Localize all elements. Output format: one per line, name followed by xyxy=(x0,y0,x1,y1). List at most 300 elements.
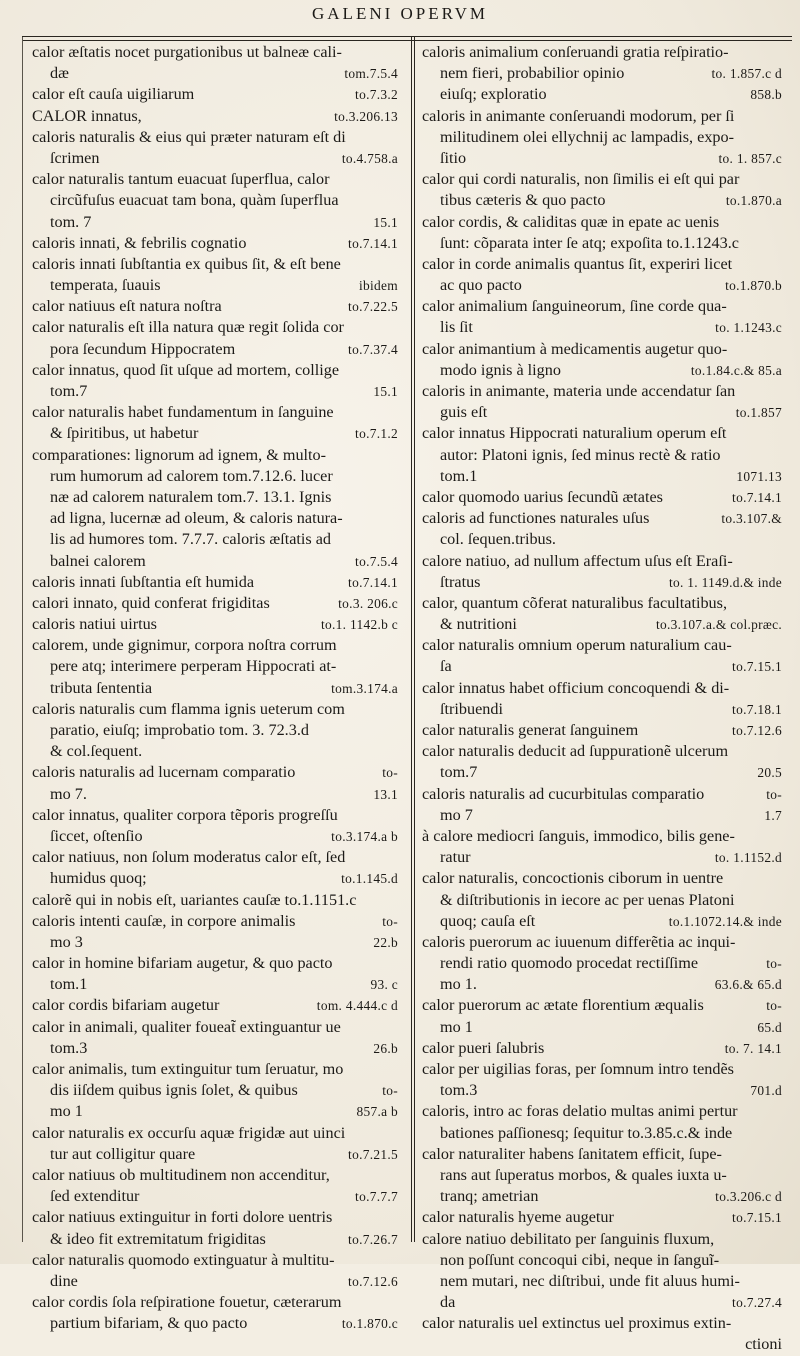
index-entry-text: calor natiuus eſt natura noſtra xyxy=(32,297,222,316)
index-line xyxy=(32,84,398,105)
index-entry-text: paratio, eiuſq; improbatio tom. 3. 72.3.d xyxy=(50,721,309,739)
left-margin-rule xyxy=(22,37,23,1242)
index-line xyxy=(32,572,398,593)
index-entry-text: caloris naturalis cum flamma ignis ueterum com xyxy=(32,699,345,718)
index-line xyxy=(32,169,398,190)
index-line xyxy=(422,1207,782,1228)
index-entry-text: & diſtributionis in iecore ac per uenas Platoni xyxy=(440,890,735,909)
index-entry-text: calor natiuus extinguitur in forti dolore uentris xyxy=(32,1208,333,1227)
index-entry-reference: to.7.14.1 xyxy=(348,574,398,590)
index-entry-reference: to.4.758.a xyxy=(341,150,398,166)
index-entry-text: mo 7 xyxy=(440,805,473,824)
index-entry-reference: to.7.12.6 xyxy=(348,1273,398,1289)
index-line xyxy=(422,1080,782,1101)
index-line xyxy=(32,1038,398,1059)
index-line xyxy=(422,212,782,233)
index-entry-text: calore natiuo debilitato per ſanguinis fluxum, xyxy=(422,1229,715,1248)
index-entry-text: tom.3 xyxy=(50,1038,88,1057)
index-line xyxy=(422,508,782,529)
index-line xyxy=(422,466,782,487)
index-line xyxy=(422,1292,782,1313)
index-line xyxy=(32,190,398,211)
index-entry-text: mo 1 xyxy=(440,1017,473,1036)
index-line xyxy=(422,805,782,826)
index-line xyxy=(422,1059,782,1080)
index-entry-text: ac quo pacto xyxy=(440,276,522,295)
index-entry-text: caloris naturalis ad lucernam comparatio xyxy=(32,763,296,782)
index-entry-text: humidus quoq; xyxy=(50,869,147,888)
index-line xyxy=(422,445,782,466)
index-entry-text: calor animalium ſanguineorum, ſine corde qua- xyxy=(422,297,727,316)
index-entry-reference: ibidem xyxy=(359,278,398,294)
index-entry-reference: 701.d xyxy=(750,1083,782,1099)
index-entry-text: calor animantium à medicamentis augetur quo- xyxy=(422,339,728,358)
right-column xyxy=(422,42,782,1356)
index-entry-text: tom.7 xyxy=(440,763,478,782)
index-entry-text: lis ſit xyxy=(440,318,473,337)
index-entry-text: caloris in animante, materia unde accendatur ſan xyxy=(422,382,736,400)
index-entry-reference: to.1.870.a xyxy=(725,193,782,209)
index-line xyxy=(32,593,398,614)
index-entry-text: calor innatus, quod ſit uſque ad mortem, collige xyxy=(32,360,340,379)
index-entry-text: eiuſq; exploratio xyxy=(440,85,547,104)
index-entry-text: ad ligna, lucernæ ad oleum, & caloris natura- xyxy=(50,509,343,528)
index-line xyxy=(32,1144,398,1165)
index-line xyxy=(32,1101,398,1122)
index-entry-reference: to.1.145.d xyxy=(341,871,398,887)
index-entry-text: calor in homine bifariam augetur, & quo pacto xyxy=(32,954,333,973)
index-entry-text: calor innatus, qualiter corpora tẽporis progreſſu xyxy=(32,805,338,824)
index-line xyxy=(32,317,398,338)
index-line xyxy=(32,233,398,254)
index-line xyxy=(422,1144,782,1165)
index-entry-reference: to. 1.1243.c xyxy=(715,320,782,336)
index-line xyxy=(32,656,398,677)
index-entry-text: calor naturalis generat ſanguinem xyxy=(422,721,639,739)
index-line xyxy=(422,402,782,423)
index-line xyxy=(422,932,782,953)
index-entry-text: & ideo fit extremitatum frigiditas xyxy=(50,1229,266,1248)
index-line xyxy=(32,1313,398,1334)
index-line xyxy=(32,254,398,275)
index-entry-text: tibus cæteris & quo pacto xyxy=(440,191,606,210)
index-entry-text: calor cordis bifariam augetur xyxy=(32,996,220,1015)
index-entry-text: & col.ſequent. xyxy=(50,742,143,761)
index-entry-reference: 15.1 xyxy=(373,214,398,230)
index-line xyxy=(32,508,398,529)
index-entry-text: calor eſt cauſa uigiliarum xyxy=(32,85,195,104)
index-entry-reference: to.1.870.c xyxy=(341,1316,398,1332)
index-line xyxy=(422,1123,782,1144)
index-line xyxy=(32,275,398,296)
index-entry-reference: 858.b xyxy=(750,87,782,103)
index-entry-text: autor: Platoni ignis, ſed minus rectè & ratio xyxy=(440,445,721,464)
index-entry-text: comparationes: lignorum ad ignem, & multo- xyxy=(32,445,327,464)
index-line xyxy=(32,995,398,1016)
index-entry-reference: to.7.26.7 xyxy=(348,1231,398,1247)
index-line xyxy=(422,1186,782,1207)
index-line xyxy=(422,254,782,275)
index-entry-reference: to.7.14.1 xyxy=(348,235,398,251)
index-entry-reference: to.7.21.5 xyxy=(348,1146,398,1162)
index-entry-text: caloris natiui uirtus xyxy=(32,615,157,634)
index-entry-text: pere atq; interimere perperam Hippocrati at- xyxy=(50,657,337,676)
index-entry-text: militudinem olei ellychnij ac lampadis, expo- xyxy=(440,127,734,146)
index-line xyxy=(32,741,398,762)
index-line xyxy=(32,63,398,84)
index-entry-text: nem fieri, probabilior opinio xyxy=(440,64,625,83)
index-line xyxy=(32,1017,398,1038)
index-line xyxy=(32,487,398,508)
index-entry-reference: to- xyxy=(766,998,782,1014)
index-line xyxy=(32,423,398,444)
index-line xyxy=(422,1165,782,1186)
column-divider xyxy=(411,37,412,1242)
index-entry-text: tom.1 xyxy=(440,466,478,485)
index-entry-reference: 857.a b xyxy=(356,1104,398,1120)
index-line xyxy=(422,890,782,911)
index-line xyxy=(422,826,782,847)
index-entry-reference: to.7.27.4 xyxy=(732,1295,782,1311)
index-entry-reference: 15.1 xyxy=(373,384,398,399)
index-line xyxy=(422,678,782,699)
index-entry-reference: 1071.13 xyxy=(736,468,782,484)
index-entry-text: CALOR innatus, xyxy=(32,106,142,125)
index-entry-reference: to.1. 1142.b c xyxy=(321,617,398,633)
index-line xyxy=(422,593,782,614)
index-entry-text: tranq; ametrian xyxy=(440,1187,539,1206)
index-line xyxy=(422,995,782,1016)
index-line xyxy=(422,529,782,550)
index-line xyxy=(32,212,398,233)
top-rule xyxy=(22,36,792,37)
index-line xyxy=(32,1186,398,1207)
index-entry-text: dine xyxy=(50,1271,78,1290)
index-line xyxy=(32,296,398,317)
index-entry-text: calor natiuus, non ſolum moderatus calor eſt, ſed xyxy=(32,848,346,867)
index-line xyxy=(422,1229,782,1250)
index-line xyxy=(422,127,782,148)
index-entry-text: calor naturalis eſt illa natura quæ regit ſolida cor xyxy=(32,318,344,337)
index-line xyxy=(32,1165,398,1186)
index-line xyxy=(32,826,398,847)
index-line xyxy=(422,381,782,402)
index-entry-reference: 13.1 xyxy=(373,786,398,802)
index-entry-text: calor naturalis tantum euacuat ſuperflua, calor xyxy=(32,170,330,189)
index-line xyxy=(422,190,782,211)
index-entry-text: tom. 7 xyxy=(50,212,92,231)
index-entry-reference: to.3.174.a b xyxy=(331,828,398,844)
index-line xyxy=(32,339,398,360)
index-line xyxy=(32,381,398,402)
index-entry-reference: to.3.206.c d xyxy=(715,1189,782,1205)
index-line xyxy=(422,296,782,317)
index-entry-reference: to.3.206.13 xyxy=(334,108,398,124)
index-line xyxy=(422,1271,782,1292)
index-entry-text: ſtribuendi xyxy=(440,699,503,718)
index-entry-text: calor naturalis deducit ad ſuppurationẽ ulcerum xyxy=(422,742,729,761)
index-line xyxy=(32,551,398,572)
index-entry-text: tributa ſententia xyxy=(50,678,153,697)
index-entry-text: caloris innati ſubſtantia ex quibus ſit, & eſt bene xyxy=(32,254,341,273)
index-line xyxy=(32,868,398,889)
index-line xyxy=(32,1123,398,1144)
index-entry-text: tom.7 xyxy=(50,382,88,400)
index-entry-reference: tom.7.5.4 xyxy=(344,66,398,82)
index-entry-reference: tom. 4.444.c d xyxy=(316,998,398,1014)
index-entry-text: calor naturalis hyeme augetur xyxy=(422,1208,614,1227)
index-line xyxy=(422,656,782,677)
index-entry-text: calor cordis, & caliditas quæ in epate ac uenis xyxy=(422,212,720,231)
index-entry-text: calorẽ qui in nobis eſt, uariantes cauſæ to.1.1151.c xyxy=(32,890,357,909)
index-entry-text: calore natiuo, ad nullum affectum uſus eſt Eraſi- xyxy=(422,551,733,570)
index-entry-text: calor naturaliter habens ſanitatem efficit, ſupe- xyxy=(422,1144,722,1163)
index-entry-text: caloris puerorum ac iuuenum differẽtia ac inqui- xyxy=(422,932,736,951)
index-line xyxy=(32,614,398,635)
index-line xyxy=(422,1334,782,1355)
index-line xyxy=(32,953,398,974)
index-entry-reference: to.7.15.1 xyxy=(732,659,782,675)
index-line xyxy=(32,1080,398,1101)
index-entry-text: tom.1 xyxy=(50,975,88,994)
index-line xyxy=(422,360,782,381)
index-entry-text: calor naturalis quomodo extinguatur à multitu- xyxy=(32,1250,335,1269)
index-entry-reference: to.7.22.5 xyxy=(348,299,398,315)
index-line xyxy=(422,169,782,190)
index-entry-text: calor, quantum cõferat naturalibus facultatibus, xyxy=(422,593,728,612)
index-entry-reference: 1.7 xyxy=(764,807,782,823)
index-line xyxy=(32,466,398,487)
index-entry-text: ſa xyxy=(440,657,452,676)
index-line xyxy=(422,317,782,338)
index-entry-text: ſitio xyxy=(440,148,467,167)
index-line xyxy=(422,148,782,169)
index-entry-reference: to.7.7.7 xyxy=(355,1189,398,1205)
index-entry-text: caloris intenti cauſæ, in corpore animalis xyxy=(32,911,296,930)
index-entry-reference: to.7.5.4 xyxy=(355,553,398,569)
index-line xyxy=(422,784,782,805)
index-entry-text: mo 3 xyxy=(50,932,83,951)
index-line xyxy=(422,974,782,995)
top-rule-thin xyxy=(22,40,792,41)
index-entry-text: bationes paſſionesq; ſequitur to.3.85.c.& inde xyxy=(440,1123,733,1142)
index-entry-text: & ſpiritibus, ut habetur xyxy=(50,424,199,443)
column-divider-thin xyxy=(414,37,415,1242)
index-entry-reference: to.7.18.1 xyxy=(732,701,782,717)
index-entry-reference: to.1.1072.14.& inde xyxy=(668,913,782,929)
index-line xyxy=(422,762,782,783)
index-line xyxy=(422,614,782,635)
index-line xyxy=(422,953,782,974)
index-entry-text: nem mutari, nec diſtribui, unde fit aluus humi- xyxy=(440,1271,740,1290)
index-entry-text: mo 7. xyxy=(50,784,87,803)
index-line xyxy=(422,339,782,360)
index-line xyxy=(422,106,782,127)
index-entry-text: caloris innati ſubſtantia eſt humida xyxy=(32,572,255,591)
index-line xyxy=(32,847,398,868)
index-entry-text: tom.3 xyxy=(440,1081,478,1100)
index-entry-text: col. ſequen.tribus. xyxy=(440,530,556,549)
index-entry-reference: 93. c xyxy=(370,977,398,993)
index-entry-text: calor naturalis uel extinctus uel proximus extin- xyxy=(422,1314,732,1333)
index-line xyxy=(32,360,398,381)
index-entry-text: calor qui cordi naturalis, non ſimilis ei eſt qui par xyxy=(422,170,740,189)
index-line xyxy=(422,1017,782,1038)
index-entry-reference: to- xyxy=(382,765,398,781)
index-entry-reference: to.1.857 xyxy=(735,405,782,421)
index-line xyxy=(422,42,782,63)
index-line xyxy=(32,911,398,932)
index-entry-text: calor innatus Hippocrati naturalium operum eſt xyxy=(422,424,727,443)
index-entry-text: caloris innati, & febrilis cognatio xyxy=(32,233,247,252)
index-entry-text: rans aut ſuperatus morbos, & quales iuxta u- xyxy=(440,1165,727,1184)
index-line xyxy=(422,572,782,593)
index-entry-text: mo 1 xyxy=(50,1102,83,1121)
index-entry-reference: to.3.107.& xyxy=(721,511,782,527)
index-entry-text: modo ignis à ligno xyxy=(440,360,561,379)
index-line xyxy=(422,551,782,572)
index-line xyxy=(422,699,782,720)
index-entry-text: caloris naturalis & eius qui præter naturam eſt di xyxy=(32,127,346,146)
index-line xyxy=(32,1059,398,1080)
index-entry-text: dis iiſdem quibus ignis ſolet, & quibus xyxy=(50,1081,298,1100)
index-entry-reference: to.7.1.2 xyxy=(355,426,398,442)
index-entry-text: ſunt: cõparata inter ſe atq; expoſita to.1.1243.c xyxy=(440,233,739,252)
index-entry-text: caloris, intro ac foras delatio multas animi pertur xyxy=(422,1102,738,1121)
index-entry-reference: to- xyxy=(382,1083,398,1099)
index-entry-reference: to. 1.857.c d xyxy=(711,66,782,82)
index-entry-text: calor pueri ſalubris xyxy=(422,1038,545,1057)
index-entry-text: da xyxy=(440,1293,456,1312)
index-line xyxy=(422,868,782,889)
index-entry-reference: to.7.15.1 xyxy=(732,1210,782,1226)
index-line xyxy=(32,148,398,169)
index-entry-text: calor cordis ſola reſpiratione fouetur, cæterarum xyxy=(32,1293,342,1312)
index-entry-reference: to- xyxy=(382,913,398,929)
index-entry-text: quoq; cauſa eſt xyxy=(440,911,536,930)
index-entry-text: ctioni xyxy=(745,1335,782,1354)
index-entry-reference: to.1.870.b xyxy=(725,278,782,294)
index-line xyxy=(32,974,398,995)
index-entry-text: caloris naturalis ad cucurbitulas comparatio xyxy=(422,784,705,803)
index-entry-text: à calore mediocri ſanguis, immodico, bilis gene- xyxy=(422,826,735,845)
index-entry-text: ſiccet, oſtenſio xyxy=(50,826,143,845)
index-line xyxy=(422,63,782,84)
index-line xyxy=(32,1292,398,1313)
index-entry-text: lis ad humores tom. 7.7.7. caloris æſtatis ad xyxy=(50,530,331,549)
left-column xyxy=(32,42,398,1334)
index-entry-reference: 65.d xyxy=(757,1019,782,1035)
index-entry-reference: 63.6.& 65.d xyxy=(714,977,782,993)
index-entry-reference: tom.3.174.a xyxy=(331,680,398,696)
index-line xyxy=(422,847,782,868)
index-line xyxy=(32,42,398,63)
index-line xyxy=(32,678,398,699)
index-line xyxy=(422,720,782,741)
index-line xyxy=(32,445,398,466)
index-entry-text: ſcrimen xyxy=(50,148,100,167)
index-line xyxy=(32,635,398,656)
index-entry-text: calor æſtatis nocet purgationibus ut balneæ cali- xyxy=(32,43,342,61)
index-line xyxy=(422,741,782,762)
index-entry-text: mo 1. xyxy=(440,975,477,994)
index-line xyxy=(422,911,782,932)
index-entry-text: calor naturalis, concoctionis ciborum in uentre xyxy=(422,869,724,888)
index-entry-text: calor quomodo uarius ſecundũ ætates xyxy=(422,487,663,506)
index-entry-text: balnei calorem xyxy=(50,551,146,570)
index-line xyxy=(32,805,398,826)
index-entry-reference: 26.b xyxy=(373,1040,398,1056)
index-entry-reference: to. 1. 1149.d.& inde xyxy=(669,574,782,590)
index-entry-text: ſed extenditur xyxy=(50,1187,140,1206)
index-entry-text: rendi ratio quomodo procedat rectiſſime xyxy=(440,954,699,973)
index-entry-reference: to.7.12.6 xyxy=(732,723,782,738)
index-entry-text: ratur xyxy=(440,848,471,867)
index-entry-text: caloris in animante conſeruandi modorum, per ſi xyxy=(422,106,735,125)
index-entry-text: tur aut colligitur quare xyxy=(50,1144,196,1163)
index-entry-reference: to.1.84.c.& 85.a xyxy=(690,362,782,378)
index-entry-text: calor in corde animalis quantus ſit, experiri licet xyxy=(422,254,733,273)
index-line xyxy=(32,890,398,911)
index-line xyxy=(422,275,782,296)
index-entry-text: caloris ad functiones naturales uſus xyxy=(422,509,650,528)
index-line xyxy=(422,423,782,444)
index-line xyxy=(422,487,782,508)
index-entry-text: caloris animalium conſeruandi gratia reſpiratio- xyxy=(422,43,729,61)
index-entry-reference: 22.b xyxy=(373,934,398,950)
index-entry-text: næ ad calorem naturalem tom.7. 13.1. Ignis xyxy=(50,487,332,506)
index-entry-reference: to.3. 206.c xyxy=(338,595,398,611)
index-line xyxy=(32,1271,398,1292)
index-entry-text: & nutritioni xyxy=(440,615,517,634)
index-entry-text: calor puerorum ac ætate florentium æqualis xyxy=(422,996,704,1015)
index-entry-text: calor natiuus ob multitudinem non accenditur, xyxy=(32,1165,330,1184)
index-line xyxy=(32,402,398,423)
index-entry-text: rum humorum ad calorem tom.7.12.6. lucer xyxy=(50,466,333,485)
index-line xyxy=(422,233,782,254)
index-entry-text: ſtratus xyxy=(440,572,481,591)
index-line xyxy=(422,84,782,105)
index-entry-reference: to. 1. 857.c xyxy=(718,150,782,166)
index-entry-reference: to.3.107.a.& col.præc. xyxy=(656,617,782,633)
index-line xyxy=(422,1313,782,1334)
index-line xyxy=(422,1101,782,1122)
index-entry-reference: 20.5 xyxy=(757,765,782,781)
index-entry-reference: to- xyxy=(766,956,782,972)
index-line xyxy=(422,1250,782,1271)
index-entry-reference: to. 7. 14.1 xyxy=(724,1040,782,1056)
index-entry-text: calor per uigilias foras, per ſomnum intro tendẽs xyxy=(422,1060,734,1078)
index-entry-text: calor innatus habet officium concoquendi & di- xyxy=(422,678,730,697)
index-line xyxy=(32,784,398,805)
index-entry-reference: to- xyxy=(766,786,782,802)
index-line xyxy=(32,127,398,148)
index-line xyxy=(32,720,398,741)
index-entry-text: calor naturalis ex occurſu aquæ frigidæ aut uinci xyxy=(32,1123,346,1142)
index-line xyxy=(422,1038,782,1059)
index-line xyxy=(32,699,398,720)
index-entry-text: non poſſunt concoqui cibi, neque in ſanguĩ- xyxy=(440,1250,720,1269)
index-entry-text: pora ſecundum Hippocratem xyxy=(50,339,236,358)
index-entry-reference: to.7.37.4 xyxy=(348,341,398,357)
index-entry-text: guis eſt xyxy=(440,403,488,422)
index-entry-text: calor naturalis habet fundamentum in ſanguine xyxy=(32,403,334,422)
index-line xyxy=(32,529,398,550)
index-line xyxy=(32,106,398,127)
index-line xyxy=(422,635,782,656)
index-line xyxy=(32,1229,398,1250)
running-head: GALENI OPERVM xyxy=(312,4,488,23)
